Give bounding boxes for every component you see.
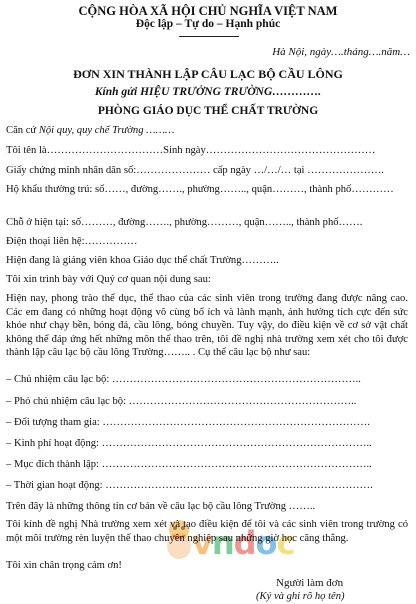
address-line: Chỗ ở hiện tại: số………, đường……., phường………, quận…….., thành phố…….: [6, 217, 363, 228]
item-participants: – Đối tượng tham gia: ………………………………………………………………….: [6, 417, 370, 428]
phone-line: Điện thoại liên hệ:……………: [6, 236, 138, 247]
recipient-line: [0, 86, 416, 98]
recipient-department: PHÒNG GIÁO DỤC THỂ CHẤT TRƯỜNG: [97, 105, 319, 117]
wm-letter-c: c: [276, 524, 295, 562]
recipient-prefix: Kính gửi: [94, 86, 138, 98]
item-chairman: – Chủ nhiệm câu lạc bộ: ……………………………………………………………..: [6, 374, 361, 385]
name-line: Tôi tên là……………………………Sinh ngày…………………………………………: [6, 145, 376, 156]
thanks-line: Tôi xin chân trọng cảm ơn!: [6, 560, 122, 571]
item-budget: – Kinh phí hoạt động: …………………………………………………………………..: [6, 438, 372, 449]
recipient-name: HIỆU TRƯỞNG TRƯỜNG………….: [140, 86, 322, 98]
wm-letter-n: n: [211, 524, 234, 562]
motto-header: Độc lập – Tự do – Hạnh phúc: [135, 18, 281, 30]
teacher-line: Hiện đang là giảng viên khoa Giáo dục thể chất Trường………..: [6, 255, 279, 266]
signature-label: Người làm đơn: [276, 577, 344, 589]
item-purpose: – Mục đích thành lập: …………………………………………………………………..: [6, 459, 372, 470]
item-vice-chairman: – Phó chủ nhiệm câu lạc bộ: ………………………………………………………..: [6, 396, 357, 407]
item-schedule: – Thời gian hoạt động: ………………………………………………………………….: [6, 480, 373, 491]
residence-line: Hộ khẩu thường trú: số……, đường……., phường…….., quận………, thành phố…………: [6, 184, 394, 195]
country-header: CỘNG HÒA XÃ HỘI CHỦ NGHĨA VIỆT NAM: [78, 4, 338, 18]
wm-letter-d: d: [233, 524, 256, 562]
document-title: ĐƠN XIN THÀNH LẬP CÂU LẠC BỘ CẦU LÔNG: [73, 67, 343, 81]
basis-prefix: Căn cứ: [6, 125, 39, 136]
place-date: Hà Nội, ngày….tháng….năm…: [272, 46, 410, 58]
wm-letter-v: v: [192, 524, 212, 562]
header-underline: [179, 36, 239, 37]
request-paragraph: Tôi kính đề nghị Nhà trường xem xét và tạo điều kiện để tôi và các sinh viên trong trường có một môi trường rèn luyện thể thao chuyên nghiệp sau những giờ học căng thẳng.: [6, 519, 408, 544]
summary-line: Trên đây là những thông tin cơ bản về câu lạc bộ cầu lông Trường ……..: [6, 501, 316, 512]
id-line: Giấy chứng minh nhân dân số:………………… cấp ngày …/…/… tại ………………….: [6, 165, 384, 176]
present-line: Tôi xin trình bày với Quý cơ quan nội dung sau:: [6, 274, 211, 285]
wm-letter-o: o: [255, 524, 277, 562]
basis-italic: Nội quy, quy chế Trường ………: [38, 125, 175, 136]
body-paragraph: Hiện nay, phong trào thể dục, thể thao của các sinh viên trong trường đang được nâng cao. Các em đang có những hoạt động vô cùng bổ ích và lành mạnh, ảnh hưởng tích cực đến sức khỏe như chạy bền, bóng đá, cầu lông, bóng chuyền. Tuy vậy, do điều kiện về cơ sở vật chất không thể đáp ứng hết những môn thể thao trên, tôi đề nghị nhà trường xem xét cho tôi được thành lập câu lạc bộ cầu lông Trường…….. . Cụ thể câu lạc bộ như sau:: [6, 293, 408, 359]
basis-line: [6, 124, 408, 137]
signature-note: (Ký và ghi rõ họ tên): [256, 591, 345, 602]
